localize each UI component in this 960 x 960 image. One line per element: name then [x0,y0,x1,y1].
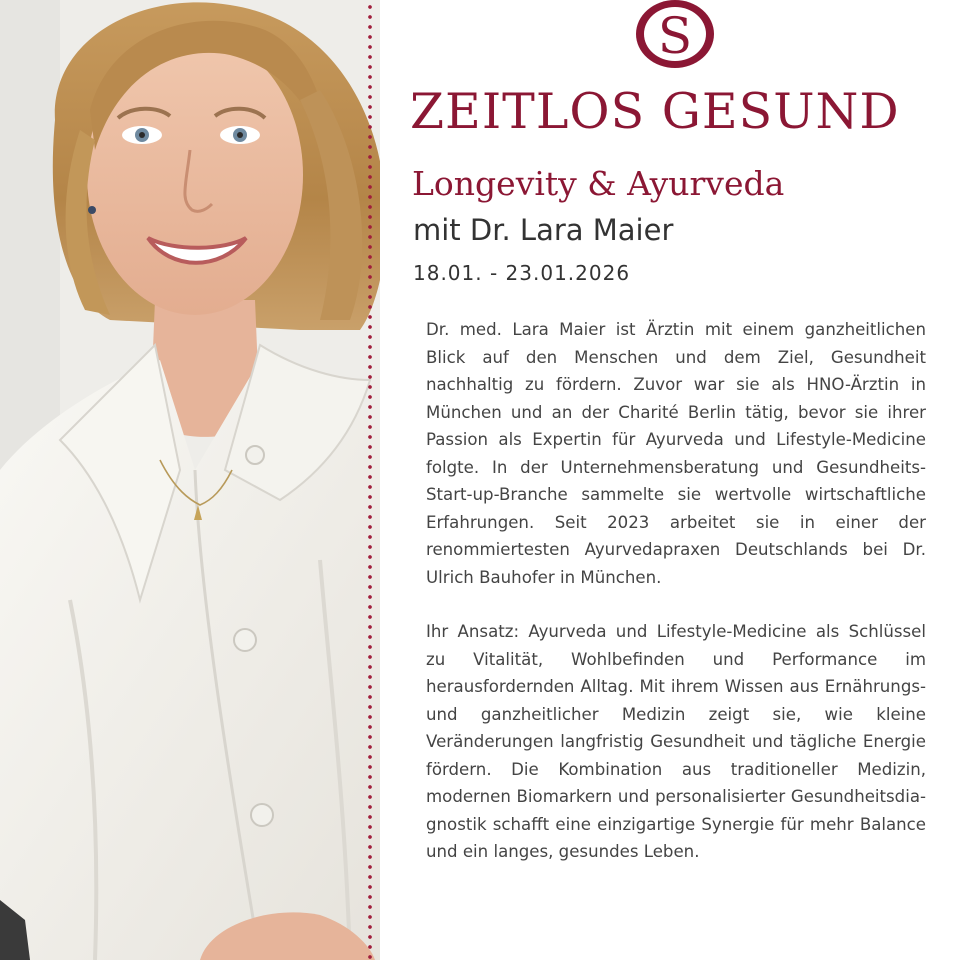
event-dates: 18.01. - 23.01.2026 [413,261,631,285]
bio-paragraph-1: Dr. med. Lara Maier ist Ärztin mit einem ganzheitlichen Blick auf den Menschen und dem Ziel, Gesundheit nachhaltig zu fördern. Zuvor war sie als HNO-Ärztin in München und an der Charité Berlin tätig, bevor sie ihrer Passion als Expertin für Ayurveda und Lifestyle-Medicine folgte. In der Unternehmensberatung und Gesundheits-Start-up-Branche sammelte sie wertvolle wirtschaftliche Erfahrungen. Seit 2023 arbeitet sie in einer der renommiertesten Ayurvedapraxen Deutschlands bei Dr. Ulrich Bauhofer in München. [426,320,926,587]
page-title: ZEITLOS GESUND [410,83,900,140]
logo-letter: S [657,7,693,65]
brand-logo [633,0,717,72]
event-host: mit Dr. Lara Maier [413,213,674,247]
portrait-photo-icon [0,0,380,960]
event-subtitle: Longevity & Ayurveda [412,164,785,203]
s-logo-icon [633,0,717,72]
portrait-photo [0,0,380,960]
dotted-divider [363,0,377,960]
bio-paragraph-2: Ihr Ansatz: Ayurveda und Lifestyle-Medicine als Schlüssel zu Vitalität, Wohlbefinden und Performance im herausfordernden Alltag. Mit ihrem Wissen aus Ernährungs- und ganzheitlicher Medizin zeigt sie, wie kleine Veränderungen langfristig Gesundheit und tägliche Energie fördern. Die Kombination aus traditioneller Medizin, modernen Biomarkern und personalisierter Gesundheitsdiagnostik schafft eine einzigartige Synergie für mehr Balance und ein langes, gesundes Leben. [426,622,926,861]
bio-text [426,316,926,866]
